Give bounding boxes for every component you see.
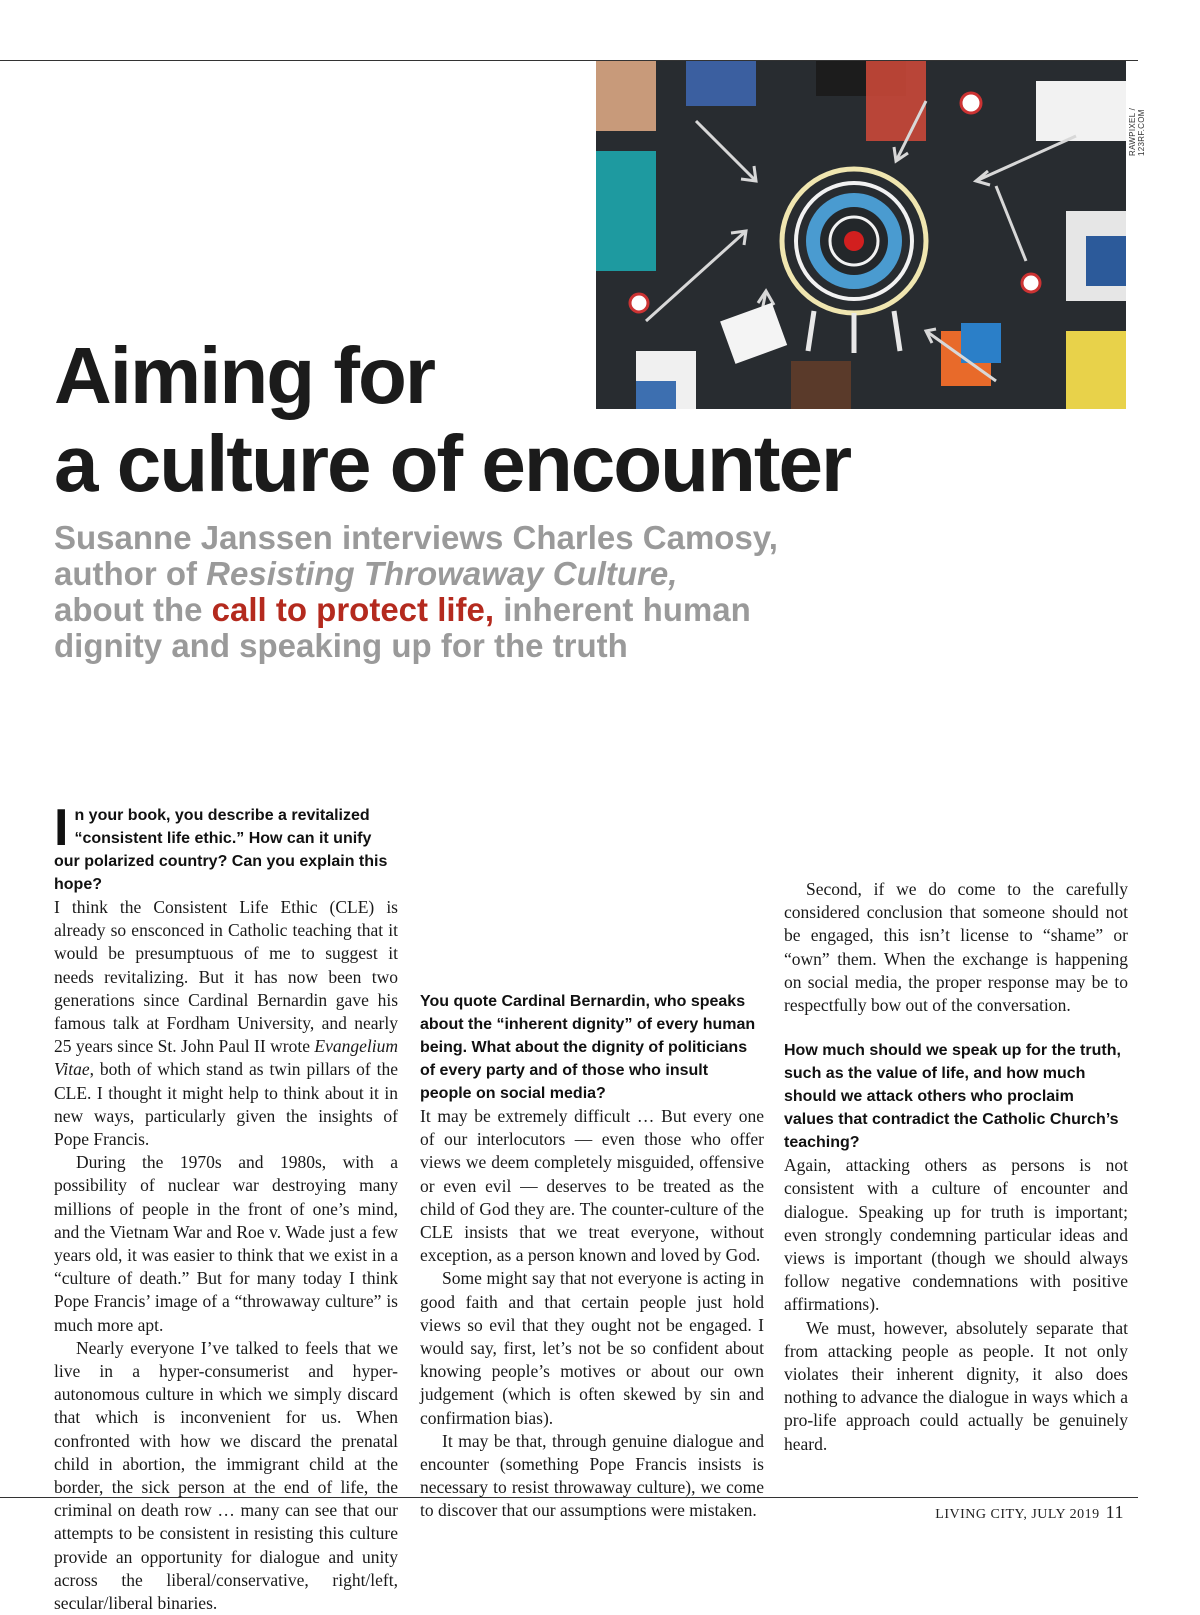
headline-line-1: Aiming for: [54, 331, 434, 420]
answer-2-paragraph-1: It may be extremely difficult … But every one of our interlocutors — even those who offer views we deem completely misguided, offensive or even evil — deserves to be treated as the child of God they are. The counter-culture of the CLE insists that we treat everyone, without exception, as a person known and loved by God.: [420, 1106, 764, 1266]
deck-line-4: dignity and speaking up for the truth: [54, 627, 628, 664]
deck-line-3-pre: about the: [54, 591, 212, 628]
deck-highlight: call to protect life,: [211, 591, 495, 628]
headline-line-2: a culture of encounter: [54, 419, 851, 508]
question-1: [54, 799, 398, 896]
answer-2-paragraph-2: Some might say that not everyone is acting in good faith and that certain people just hold views so evil that they ought not be engaged. I would say, first, let’s not be so confident about knowing people’s motives or about our own judgement (which is often skewed by sin and confirmation bias).: [420, 1268, 764, 1428]
answer-1-paragraph-1-post: , both of which stand as twin pillars of the CLE. I thought it might help to think about it in new ways, particularly given the insights of Pope Francis.: [54, 1059, 398, 1150]
answer-3-paragraph-1: Again, attacking others as persons is not consistent with a culture of encounter and dialogue. Speaking up for truth is important; even strongly condemning particular ideas and views is important (though we should always follow negative condemnations with positive affirmations).: [784, 1155, 1128, 1315]
drop-cap: I: [54, 799, 69, 857]
deck-line-2: [54, 556, 954, 592]
article-column-1: [54, 799, 398, 1614]
answer-1-paragraph-1: [54, 896, 398, 1151]
page-number: 11: [1105, 1502, 1124, 1522]
bottom-rule: [0, 1497, 1138, 1498]
headline: [54, 332, 1054, 508]
article-column-2: [420, 968, 764, 1521]
deck-line-3: [54, 592, 954, 628]
answer-2-paragraph-3: It may be that, through genuine dialogue and encounter (something Pope Francis insists is necessary to resist throwaway culture), we come to discover that our assumptions were mistaken.: [420, 1430, 764, 1521]
question-2: You quote Cardinal Bernardin, who speaks about the “inherent dignity” of every human being. What about the dignity of politicians of every party and of those who insult people on social media?: [420, 993, 756, 1102]
question-1-text: n your book, you describe a revitalized “consistent life ethic.” How can it unify our polarized country? Can you explain this hope?: [54, 807, 388, 893]
deck-line-3-post: inherent human: [494, 591, 751, 628]
article-column-3: [784, 878, 1128, 1494]
book-title: Resisting Throwaway Culture,: [206, 555, 678, 592]
deck-line-1: Susanne Janssen interviews Charles Camosy,: [54, 519, 778, 556]
answer-2-paragraph-4: Second, if we do come to the carefully considered conclusion that someone should not be engaged, this isn’t license to “shame” or “own” them. When the exchange is happening on social media, the proper response may be to respectfully bow out of the conversation.: [784, 879, 1128, 1016]
publication-name: LIVING CITY, JULY 2019: [935, 1507, 1100, 1522]
answer-3-paragraph-2: We must, however, absolutely separate that from attacking people as people. It not only violates their inherent dignity, it also does nothing to advance the dialogue in ways which a pro-life approach could actually be genuinely heard.: [784, 1317, 1128, 1454]
page-footer: [935, 1502, 1124, 1523]
question-3: How much should we speak up for the truth, such as the value of life, and how much should we attack others who proclaim values that contradict the Catholic Church’s teaching?: [784, 1042, 1121, 1152]
photo-credit: RAWPIXEL / 123RF.COM: [1128, 107, 1146, 156]
answer-1-paragraph-3: Nearly everyone I’ve talked to feels that we live in a hyper-consumerist and hyper-autonomous culture in which we simply discard that which is inconvenient for us. When confronted with how we discard the prenatal child in abortion, the immigrant child at the border, the sick person at the end of life, the criminal on death row … many can see that our attempts to be consistent in resisting this culture provide an opportunity for dialogue and unity across the liberal/conservative, right/left, secular/liberal binaries.: [54, 1337, 398, 1614]
encyclical-title: Evangelium Vitae: [54, 1036, 398, 1080]
answer-1-paragraph-1-pre: I think the Consistent Life Ethic (CLE) is already so ensconced in Catholic teaching that it would be presumptuous of me to suggest it needs revitalizing. But it has now been two generations since Cardinal Bernardin gave his famous talk at Fordham University, and nearly 25 years since St. John Paul II wrote: [54, 897, 398, 1057]
deck-subtitle: [54, 520, 954, 664]
deck-line-2-pre: author of: [54, 555, 207, 592]
answer-1-paragraph-2: During the 1970s and 1980s, with a possibility of nuclear war destroying many millions of people in the front of one’s mind, and the Vietnam War and Roe v. Wade just a few years old, it was easier to think that we exist in a “culture of death.” But for many today I think Pope Francis’ image of a “throwaway culture” is much more apt.: [54, 1152, 398, 1335]
